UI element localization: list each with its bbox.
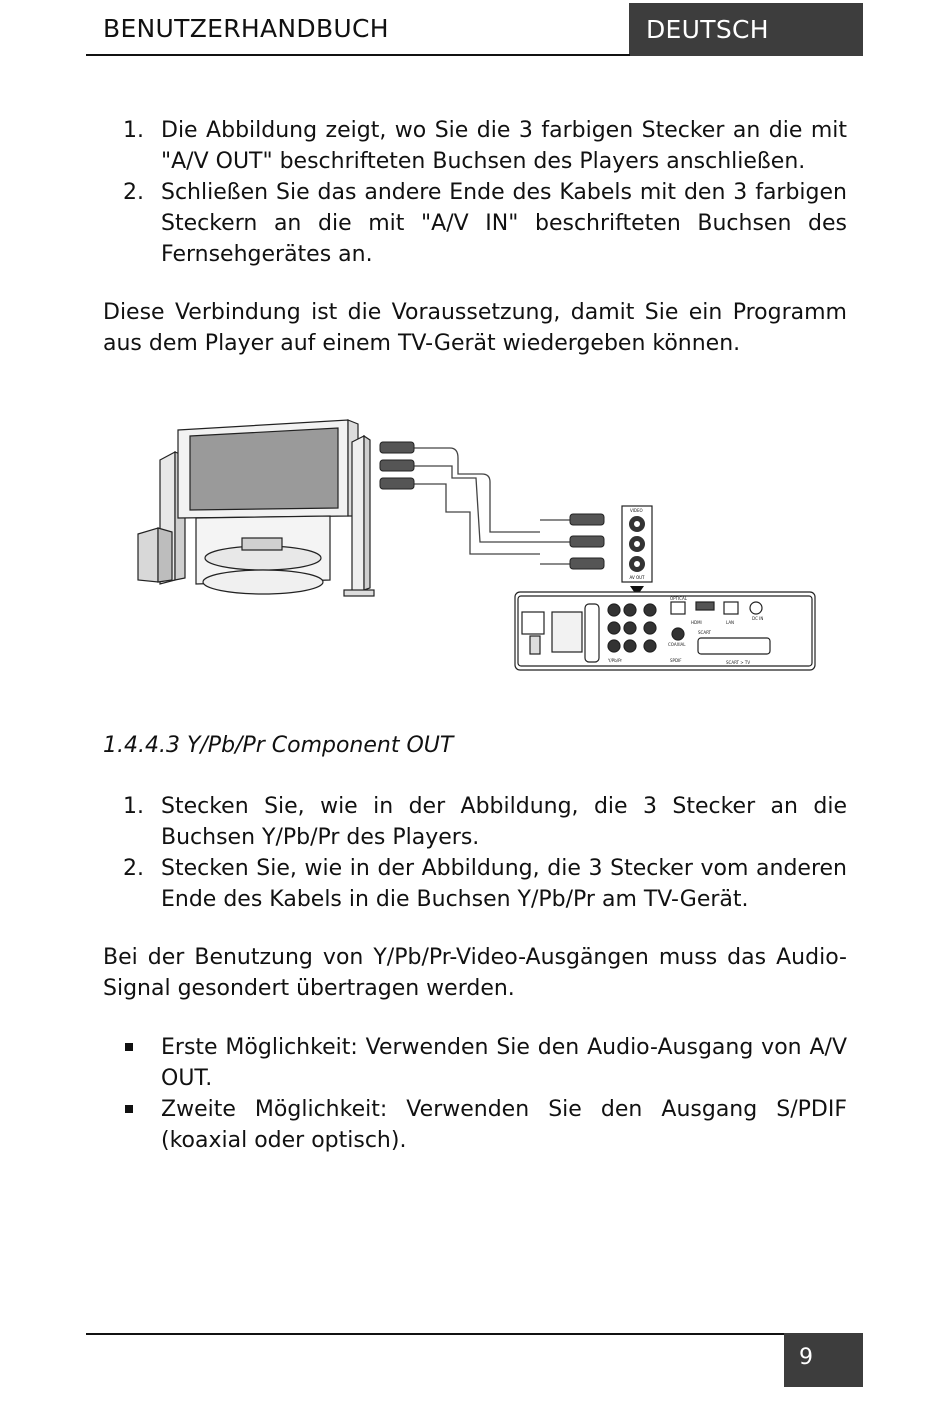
step-text: Stecken Sie, wie in der Abbildung, die 3 Stecker vom anderen Ende des Kabels in die Buchsen Y/Pb/Pr am TV-Gerät.	[161, 856, 847, 912]
media-player-back-panel-icon	[515, 592, 815, 670]
tv-connection-diagram	[130, 412, 830, 680]
list-item	[103, 853, 847, 915]
spdif-label: SPDIF	[670, 658, 682, 663]
steps-av-out	[103, 115, 847, 270]
list-item	[103, 115, 847, 177]
av-cable	[414, 448, 570, 564]
ypbpr-label: Y/Pb/Pr	[608, 658, 623, 663]
coaxial-label: COAXIAL	[668, 642, 686, 647]
paragraph-audio-signal: Bei der Benutzung von Y/Pb/Pr-Video-Ausgängen muss das Audio-Signal gesondert übertragen werden.	[103, 945, 847, 1001]
video-label: VIDEO	[630, 508, 643, 513]
bullet-text: Zweite Möglichkeit: Verwenden Sie den Ausgang S/PDIF (koaxial oder optisch).	[161, 1097, 847, 1153]
list-item	[103, 1032, 847, 1094]
av-out-jack-panel-icon	[622, 506, 652, 596]
rca-plugs-left-icon	[380, 442, 414, 489]
section-heading: 1.4.4.3 Y/Pb/Pr Component OUT	[103, 733, 454, 758]
scart-tv-label: SCART > TV	[726, 660, 751, 665]
steps-component-out	[103, 791, 847, 915]
bullet-square-icon	[125, 1043, 133, 1051]
subwoofer-icon	[138, 528, 172, 582]
step-number: 2.	[123, 856, 144, 881]
list-item	[103, 1094, 847, 1156]
step-text: Schließen Sie das andere Ende des Kabels mit den 3 farbigen Steckern an die mit "A/V IN" beschrifteten Buchsen des Fernsehgerätes an.	[161, 180, 847, 267]
list-item	[103, 177, 847, 270]
optical-label: OPTICAL	[670, 596, 687, 601]
bullet-text: Erste Möglichkeit: Verwenden Sie den Audio-Ausgang von A/V OUT.	[161, 1035, 847, 1091]
scart-label: SCART	[698, 630, 711, 635]
step-number: 2.	[123, 180, 144, 205]
lan-label: LAN	[726, 620, 735, 625]
step-text: Die Abbildung zeigt, wo Sie die 3 farbigen Stecker an die mit "A/V OUT" beschrifteten Buchsen des Players anschließen.	[161, 118, 847, 174]
header-language-tab: DEUTSCH	[629, 3, 863, 56]
tv-stand-icon	[196, 516, 330, 594]
rca-plugs-right-icon	[570, 514, 604, 569]
page-number: 9	[784, 1333, 863, 1387]
hdmi-label: HDMI	[691, 620, 702, 625]
step-text: Stecken Sie, wie in der Abbildung, die 3 Stecker an die Buchsen Y/Pb/Pr des Players.	[161, 794, 847, 850]
step-number: 1.	[123, 794, 144, 819]
footer-rule	[86, 1333, 786, 1335]
television-icon	[178, 420, 358, 518]
bullets-audio-options	[103, 1032, 847, 1156]
bullet-square-icon	[125, 1105, 133, 1113]
paragraph-connection: Diese Verbindung ist die Voraussetzung, damit Sie ein Programm aus dem Player auf einem TV-Gerät wiedergeben können.	[103, 300, 847, 356]
list-item	[103, 791, 847, 853]
header-rule	[86, 54, 630, 56]
header-title: BENUTZERHANDBUCH	[103, 14, 389, 43]
dc-in-label: DC IN	[752, 616, 764, 621]
step-number: 1.	[123, 118, 144, 143]
av-out-label: AV OUT	[629, 575, 645, 580]
